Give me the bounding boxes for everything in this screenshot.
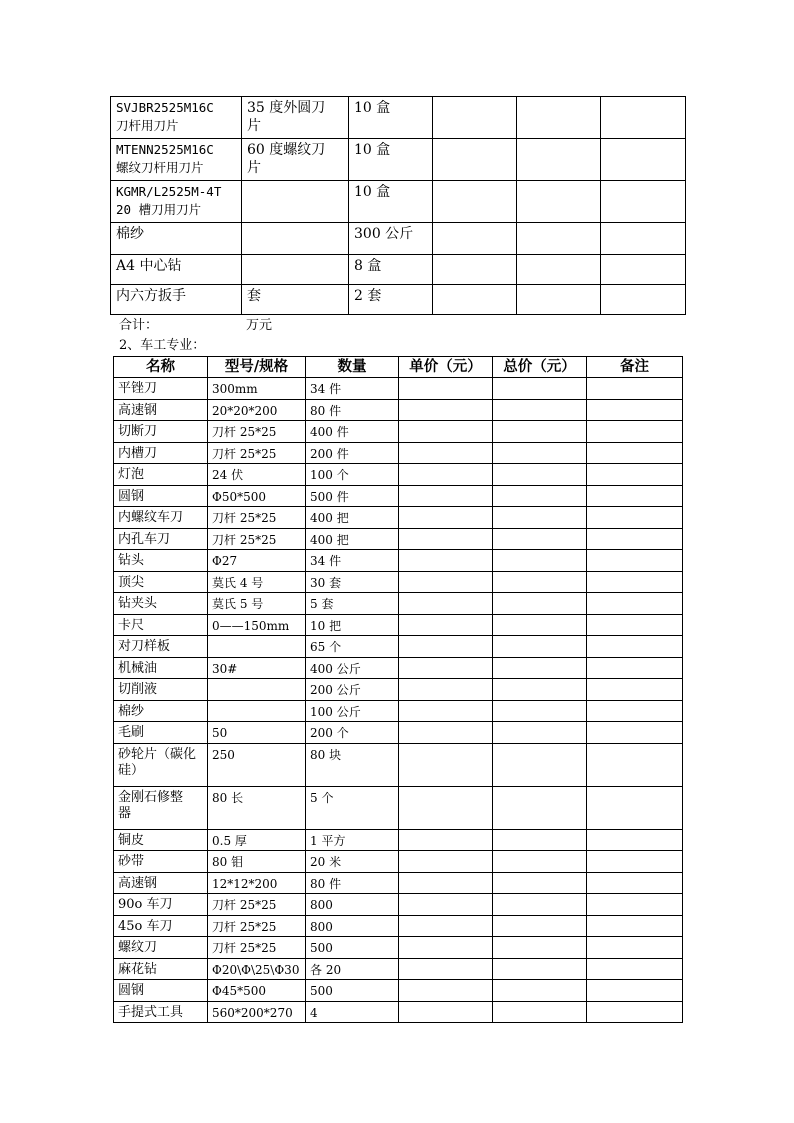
- cell-total-price: [493, 722, 587, 744]
- header-name: 名称: [114, 357, 208, 378]
- table-row: [114, 829, 683, 851]
- table-row: [111, 285, 686, 315]
- cell-total-price: [493, 528, 587, 550]
- cell-qty: 400 把: [306, 507, 399, 529]
- cell-qty: 5 个: [306, 786, 399, 829]
- cell-name: 机械油: [114, 657, 208, 679]
- cell-spec: 250: [208, 743, 306, 786]
- cell-spec: 300mm: [208, 378, 306, 400]
- cell-name: 麻花钻: [114, 958, 208, 980]
- cell-qty: 500: [306, 937, 399, 959]
- cell-total-price: [493, 829, 587, 851]
- cell-qty: 200 公斤: [306, 679, 399, 701]
- cell-name: 砂轮片（碳化 硅）: [114, 743, 208, 786]
- cell-total-price: [493, 571, 587, 593]
- cell-name: KGMR/L2525M-4T 20 槽刀用刀片: [111, 181, 242, 223]
- cell-c6: [601, 181, 686, 223]
- cell-qty: 80 件: [306, 872, 399, 894]
- cell-name: 内螺纹车刀: [114, 507, 208, 529]
- cell-spec: Φ20\Φ\25\Φ30: [208, 958, 306, 980]
- cell-remarks: [587, 464, 683, 486]
- cell-c6: [601, 285, 686, 315]
- table-row: [114, 722, 683, 744]
- cell-remarks: [587, 485, 683, 507]
- cell-remarks: [587, 958, 683, 980]
- cell-spec: 刀杆 25*25: [208, 894, 306, 916]
- cell-total-price: [493, 550, 587, 572]
- cell-name: 螺纹刀: [114, 937, 208, 959]
- cell-c6: [601, 223, 686, 255]
- cell-qty: 200 件: [306, 442, 399, 464]
- cell-qty: 34 件: [306, 550, 399, 572]
- table-row: [114, 937, 683, 959]
- cell-remarks: [587, 421, 683, 443]
- cell-total-price: [493, 872, 587, 894]
- cell-c4: [433, 223, 517, 255]
- cell-spec: 刀杆 25*25: [208, 442, 306, 464]
- cell-spec: [242, 223, 349, 255]
- cell-total-price: [493, 614, 587, 636]
- table-row: [114, 378, 683, 400]
- cell-unit-price: [399, 378, 493, 400]
- cell-name: MTENN2525M16C 螺纹刀杆用刀片: [111, 139, 242, 181]
- cell-spec: 莫氏 5 号: [208, 593, 306, 615]
- cell-remarks: [587, 786, 683, 829]
- cell-total-price: [493, 442, 587, 464]
- cell-qty: 10 盒: [349, 97, 433, 139]
- cell-remarks: [587, 722, 683, 744]
- cell-qty: 5 套: [306, 593, 399, 615]
- cell-c5: [517, 223, 601, 255]
- cell-unit-price: [399, 636, 493, 658]
- cell-qty: 10 盒: [349, 181, 433, 223]
- cell-remarks: [587, 894, 683, 916]
- cell-total-price: [493, 700, 587, 722]
- tools-table-top-body: [111, 97, 686, 315]
- header-remarks: 备注: [587, 357, 683, 378]
- table-header-row: [114, 357, 683, 378]
- cell-spec: 35 度外圆刀 片: [242, 97, 349, 139]
- cell-remarks: [587, 700, 683, 722]
- cell-qty: 400 把: [306, 528, 399, 550]
- table-row: [114, 679, 683, 701]
- cell-spec: [242, 255, 349, 285]
- cell-qty: 500 件: [306, 485, 399, 507]
- cell-qty: 80 块: [306, 743, 399, 786]
- cell-remarks: [587, 507, 683, 529]
- cell-name: 高速钢: [114, 399, 208, 421]
- cell-spec: [242, 181, 349, 223]
- cell-name: 金刚石修整 器: [114, 786, 208, 829]
- cell-qty: 2 套: [349, 285, 433, 315]
- cell-remarks: [587, 593, 683, 615]
- table-row: [111, 255, 686, 285]
- cell-remarks: [587, 1001, 683, 1023]
- table-row: [114, 442, 683, 464]
- table-row: [114, 593, 683, 615]
- cell-remarks: [587, 937, 683, 959]
- cell-spec: 刀杆 25*25: [208, 915, 306, 937]
- table-row: [114, 636, 683, 658]
- cell-remarks: [587, 399, 683, 421]
- table-row: [114, 851, 683, 873]
- cell-c5: [517, 97, 601, 139]
- cell-remarks: [587, 980, 683, 1002]
- cell-unit-price: [399, 722, 493, 744]
- cell-total-price: [493, 679, 587, 701]
- cell-unit-price: [399, 958, 493, 980]
- cell-total-price: [493, 378, 587, 400]
- cell-total-price: [493, 1001, 587, 1023]
- cell-qty: 10 盒: [349, 139, 433, 181]
- cell-remarks: [587, 442, 683, 464]
- cell-remarks: [587, 679, 683, 701]
- cell-spec: 30#: [208, 657, 306, 679]
- table-row: [114, 399, 683, 421]
- cell-unit-price: [399, 872, 493, 894]
- table-row: [114, 980, 683, 1002]
- cell-c6: [601, 97, 686, 139]
- cell-name: 内孔车刀: [114, 528, 208, 550]
- cell-name: 钻头: [114, 550, 208, 572]
- cell-unit-price: [399, 1001, 493, 1023]
- cell-name: 对刀样板: [114, 636, 208, 658]
- cell-unit-price: [399, 442, 493, 464]
- total-label: 合计：: [119, 318, 159, 333]
- cell-unit-price: [399, 657, 493, 679]
- cell-total-price: [493, 743, 587, 786]
- cell-remarks: [587, 550, 683, 572]
- cell-spec: Φ50*500: [208, 485, 306, 507]
- table-row: [114, 507, 683, 529]
- cell-unit-price: [399, 980, 493, 1002]
- cell-name: 45o 车刀: [114, 915, 208, 937]
- cell-remarks: [587, 614, 683, 636]
- cell-spec: 0——150mm: [208, 614, 306, 636]
- lathe-supplies-table: [113, 356, 683, 1023]
- cell-c6: [601, 255, 686, 285]
- cell-name: 切断刀: [114, 421, 208, 443]
- table-row: [114, 421, 683, 443]
- table-row: [114, 485, 683, 507]
- table-row: [114, 894, 683, 916]
- cell-c5: [517, 181, 601, 223]
- table-row: [114, 1001, 683, 1023]
- cell-remarks: [587, 657, 683, 679]
- cell-total-price: [493, 915, 587, 937]
- table-row: [114, 464, 683, 486]
- cell-name: 90o 车刀: [114, 894, 208, 916]
- cell-spec: 12*12*200: [208, 872, 306, 894]
- cell-qty: 65 个: [306, 636, 399, 658]
- table-row: [114, 657, 683, 679]
- table-row: [114, 958, 683, 980]
- cell-spec: 80 长: [208, 786, 306, 829]
- cell-unit-price: [399, 829, 493, 851]
- cell-spec: 20*20*200: [208, 399, 306, 421]
- cell-qty: 8 盒: [349, 255, 433, 285]
- cell-spec: 50: [208, 722, 306, 744]
- cell-name: 内槽刀: [114, 442, 208, 464]
- cell-qty: 100 公斤: [306, 700, 399, 722]
- section-title: 2、车工专业：: [119, 338, 206, 353]
- cell-unit-price: [399, 464, 493, 486]
- cell-unit-price: [399, 614, 493, 636]
- cell-spec: [208, 700, 306, 722]
- cell-unit-price: [399, 937, 493, 959]
- cell-total-price: [493, 636, 587, 658]
- cell-remarks: [587, 571, 683, 593]
- table-row: [114, 614, 683, 636]
- cell-c4: [433, 285, 517, 315]
- cell-c5: [517, 139, 601, 181]
- cell-qty: 100 个: [306, 464, 399, 486]
- cell-name: 铜皮: [114, 829, 208, 851]
- cell-name: 棉纱: [111, 223, 242, 255]
- cell-spec: 刀杆 25*25: [208, 507, 306, 529]
- cell-name: 内六方扳手: [111, 285, 242, 315]
- cell-name: A4 中心钻: [111, 255, 242, 285]
- cell-name: 卡尺: [114, 614, 208, 636]
- cell-qty: 800: [306, 915, 399, 937]
- cell-c5: [517, 255, 601, 285]
- cell-qty: 300 公斤: [349, 223, 433, 255]
- cell-qty: 800: [306, 894, 399, 916]
- cell-total-price: [493, 786, 587, 829]
- cell-spec: 莫氏 4 号: [208, 571, 306, 593]
- cell-total-price: [493, 593, 587, 615]
- header-quantity: 数量: [306, 357, 399, 378]
- cell-total-price: [493, 507, 587, 529]
- header-spec: 型号/规格: [208, 357, 306, 378]
- cell-unit-price: [399, 421, 493, 443]
- cell-remarks: [587, 743, 683, 786]
- cell-qty: 4: [306, 1001, 399, 1023]
- cell-remarks: [587, 829, 683, 851]
- cell-unit-price: [399, 700, 493, 722]
- cell-spec: 刀杆 25*25: [208, 421, 306, 443]
- cell-unit-price: [399, 894, 493, 916]
- cell-spec: 刀杆 25*25: [208, 528, 306, 550]
- cell-total-price: [493, 657, 587, 679]
- cell-unit-price: [399, 851, 493, 873]
- cell-c6: [601, 139, 686, 181]
- cell-c5: [517, 285, 601, 315]
- cell-c4: [433, 97, 517, 139]
- cell-remarks: [587, 851, 683, 873]
- cell-total-price: [493, 421, 587, 443]
- cell-qty: 34 件: [306, 378, 399, 400]
- cell-name: 圆钢: [114, 485, 208, 507]
- total-unit: 万元: [246, 318, 273, 333]
- table-row: [111, 97, 686, 139]
- cell-c4: [433, 255, 517, 285]
- cell-spec: 560*200*270: [208, 1001, 306, 1023]
- tools-table-top: [110, 96, 686, 315]
- cell-spec: 套: [242, 285, 349, 315]
- cell-name: 手提式工具: [114, 1001, 208, 1023]
- table-row: [114, 528, 683, 550]
- cell-qty: 10 把: [306, 614, 399, 636]
- cell-qty: 400 件: [306, 421, 399, 443]
- cell-remarks: [587, 528, 683, 550]
- cell-unit-price: [399, 485, 493, 507]
- cell-total-price: [493, 958, 587, 980]
- cell-unit-price: [399, 528, 493, 550]
- cell-spec: Φ45*500: [208, 980, 306, 1002]
- cell-spec: [208, 636, 306, 658]
- table-row: [114, 571, 683, 593]
- cell-total-price: [493, 894, 587, 916]
- cell-remarks: [587, 915, 683, 937]
- cell-qty: 400 公斤: [306, 657, 399, 679]
- table-row: [114, 700, 683, 722]
- cell-total-price: [493, 937, 587, 959]
- table-row: [114, 872, 683, 894]
- cell-total-price: [493, 980, 587, 1002]
- cell-qty: 200 个: [306, 722, 399, 744]
- cell-total-price: [493, 485, 587, 507]
- cell-unit-price: [399, 507, 493, 529]
- cell-spec: [208, 679, 306, 701]
- cell-qty: 20 米: [306, 851, 399, 873]
- cell-qty: 1 平方: [306, 829, 399, 851]
- header-total-price: 总价（元）: [493, 357, 587, 378]
- table-row: [111, 181, 686, 223]
- cell-qty: 30 套: [306, 571, 399, 593]
- cell-unit-price: [399, 786, 493, 829]
- cell-name: 棉纱: [114, 700, 208, 722]
- cell-spec: 80 钼: [208, 851, 306, 873]
- cell-name: 砂带: [114, 851, 208, 873]
- cell-remarks: [587, 872, 683, 894]
- cell-total-price: [493, 399, 587, 421]
- cell-unit-price: [399, 550, 493, 572]
- cell-unit-price: [399, 915, 493, 937]
- lathe-supplies-table-body: [114, 378, 683, 1023]
- cell-qty: 80 件: [306, 399, 399, 421]
- table-row: [114, 786, 683, 829]
- cell-name: 钻夹头: [114, 593, 208, 615]
- cell-qty: 各 20: [306, 958, 399, 980]
- cell-unit-price: [399, 743, 493, 786]
- cell-unit-price: [399, 571, 493, 593]
- cell-name: 平锉刀: [114, 378, 208, 400]
- table-row: [111, 139, 686, 181]
- cell-name: 高速钢: [114, 872, 208, 894]
- cell-total-price: [493, 851, 587, 873]
- header-unit-price: 单价（元）: [399, 357, 493, 378]
- cell-spec: 0.5 厚: [208, 829, 306, 851]
- cell-remarks: [587, 378, 683, 400]
- cell-name: 灯泡: [114, 464, 208, 486]
- cell-c4: [433, 139, 517, 181]
- cell-name: 圆钢: [114, 980, 208, 1002]
- cell-unit-price: [399, 593, 493, 615]
- table-row: [114, 915, 683, 937]
- cell-spec: Φ27: [208, 550, 306, 572]
- cell-name: 顶尖: [114, 571, 208, 593]
- cell-name: 毛刷: [114, 722, 208, 744]
- table-row: [111, 223, 686, 255]
- cell-spec: 24 伏: [208, 464, 306, 486]
- table-row: [114, 743, 683, 786]
- cell-spec: 刀杆 25*25: [208, 937, 306, 959]
- cell-unit-price: [399, 399, 493, 421]
- cell-remarks: [587, 636, 683, 658]
- cell-spec: 60 度螺纹刀 片: [242, 139, 349, 181]
- table-row: [114, 550, 683, 572]
- cell-unit-price: [399, 679, 493, 701]
- cell-qty: 500: [306, 980, 399, 1002]
- cell-name: 切削液: [114, 679, 208, 701]
- cell-name: SVJBR2525M16C 刀杆用刀片: [111, 97, 242, 139]
- cell-c4: [433, 181, 517, 223]
- cell-total-price: [493, 464, 587, 486]
